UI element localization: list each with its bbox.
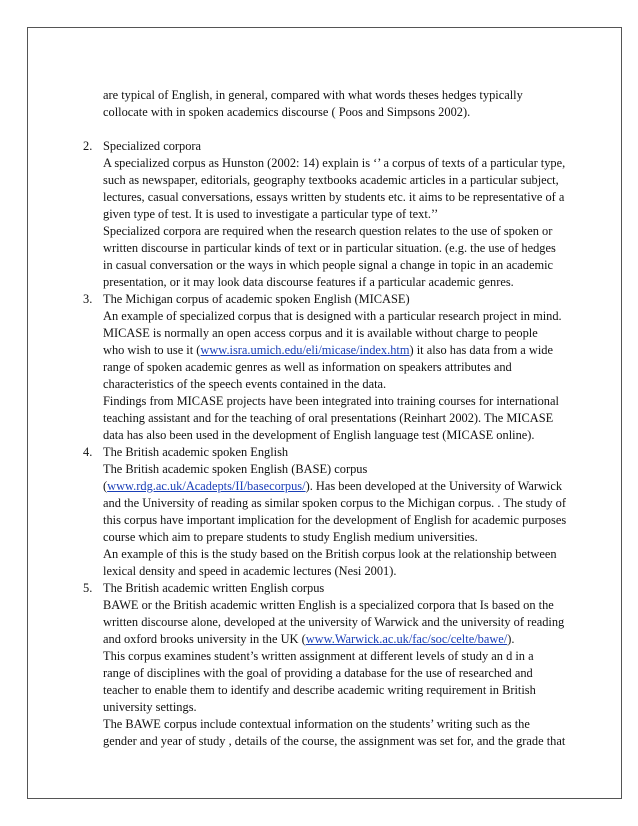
body-line [103, 223, 623, 240]
text-span: course which aim to prepare students to study English medium universities. [103, 530, 478, 544]
text-span: given type of test. It is used to investigate a particular type of text.’’ [103, 207, 439, 221]
list-item-title: The Michigan corpus of academic spoken English (MICASE) [103, 292, 410, 306]
body-line [103, 597, 623, 614]
body-line [103, 274, 623, 291]
body-line [103, 665, 623, 682]
body-line [103, 614, 623, 631]
numbered-list [83, 138, 623, 750]
text-span: lectures, casual conversations, essays written by students etc. it aims to be representative of a [103, 190, 565, 204]
text-span: BAWE or the British academic written English is a specialized corpora that Is based on the [103, 598, 554, 612]
text-span: and the University of reading as similar spoken corpus to the Michigan corpus. . The study of [103, 496, 566, 510]
list-item-heading [83, 138, 623, 155]
list-item-title: The British academic written English corpus [103, 581, 325, 595]
body-line [103, 563, 623, 580]
body-line [103, 546, 623, 563]
list-item [83, 580, 623, 750]
body-line [103, 461, 623, 478]
list-item-title: The British academic spoken English [103, 445, 289, 459]
text-span: who wish to use it ( [103, 343, 201, 357]
text-span: lexical density and speed in academic lectures (Nesi 2001). [103, 564, 397, 578]
list-item-heading [83, 444, 623, 461]
body-line [103, 376, 623, 393]
document-page [27, 27, 622, 799]
text-span: An example of specialized corpus that is designed with a particular research project in mind. [103, 309, 562, 323]
text-span: data has also been used in the development of English language test (MICASE online). [103, 428, 535, 442]
list-item-number: 3. [83, 292, 93, 306]
body-line [103, 631, 623, 648]
text-span: MICASE is normally an open access corpus and it is available without charge to people [103, 326, 538, 340]
text-span: written discourse in particular kinds of text or in particular situation. (e.g. the use of hedges [103, 241, 556, 255]
text-span: presentation, or it may look data discourse features if a particular academic genres. [103, 275, 514, 289]
body-line [103, 716, 623, 733]
body-line [103, 699, 623, 716]
body-line [103, 410, 623, 427]
body-line [103, 733, 623, 750]
text-span: range of disciplines with the goal of providing a database for the use of researched and [103, 666, 533, 680]
list-item [83, 291, 623, 444]
body-line [103, 189, 623, 206]
text-span: An example of this is the study based on the British corpus look at the relationship between [103, 547, 557, 561]
body-line [103, 359, 623, 376]
body-line [103, 325, 623, 342]
text-span: gender and year of study , details of the course, the assignment was set for, and the grade that [103, 734, 566, 748]
list-item-heading [83, 580, 623, 597]
hyperlink[interactable]: www.rdg.ac.uk/Acadepts/II/basecorpus/ [107, 479, 306, 493]
text-span: this corpus have important implication for the development of English for academic purposes [103, 513, 567, 527]
list-item-number: 2. [83, 139, 93, 153]
text-span: range of spoken academic genres as well as information on speakers attributes and [103, 360, 512, 374]
body-line [103, 529, 623, 546]
text-span: teacher to enable them to identify and describe academic writing requirement in British [103, 683, 536, 697]
body-line [103, 172, 623, 189]
body-line [103, 427, 623, 444]
list-item [83, 138, 623, 291]
body-line [103, 512, 623, 529]
body-line [103, 478, 623, 495]
body-line [103, 308, 623, 325]
text-span: written discourse alone, developed at the university of Warwick and the university of reading [103, 615, 565, 629]
body-line [103, 257, 623, 274]
text-span: ( [103, 479, 108, 493]
paragraph-gap [103, 121, 623, 138]
list-item [83, 444, 623, 580]
text-span: ). Has been developed at the University of Warwick [305, 479, 563, 493]
text-span: ). [507, 632, 515, 646]
body-line [103, 648, 623, 665]
text-span: in casual conversation or the ways in which people signal a change in topic in an academic [103, 258, 554, 272]
body-line [103, 240, 623, 257]
body-line [103, 342, 623, 359]
hyperlink[interactable]: www.Warwick.ac.uk/fac/soc/celte/bawe/ [305, 632, 508, 646]
text-span: characteristics of the speech events contained in the data. [103, 377, 387, 391]
text-span: The British academic spoken English (BASE) corpus [103, 462, 368, 476]
list-item-number: 4. [83, 445, 93, 459]
intro-line-1: are typical of English, in general, compared with what words theses hedges typically [103, 88, 523, 102]
text-span: teaching assistant and for the teaching of oral presentations (Reinhart 2002). The MICASE [103, 411, 554, 425]
text-span: A specialized corpus as Hunston (2002: 14) explain is ‘’ a corpus of texts of a particular type, [103, 156, 566, 170]
list-item-title: Specialized corpora [103, 139, 202, 153]
text-span: university settings. [103, 700, 197, 714]
body-line [103, 155, 623, 172]
body-line [103, 206, 623, 223]
document-body [83, 87, 623, 750]
text-span: and oxford brooks university in the UK ( [103, 632, 306, 646]
list-item-number: 5. [83, 581, 93, 595]
text-span: This corpus examines student’s written assignment at different levels of study an d in a [103, 649, 534, 663]
hyperlink[interactable]: www.isra.umich.edu/eli/micase/index.htm [200, 343, 410, 357]
list-item-heading [83, 291, 623, 308]
intro-line-2: collocate with in spoken academics discourse ( Poos and Simpsons 2002). [103, 105, 471, 119]
text-span: ) it also has data from a wide [409, 343, 553, 357]
body-line [103, 495, 623, 512]
text-span: such as newspaper, editorials, geography textbooks academic articles in a particular subject, [103, 173, 559, 187]
body-line [103, 393, 623, 410]
text-span: The BAWE corpus include contextual information on the students’ writing such as the [103, 717, 530, 731]
text-span: Specialized corpora are required when the research question relates to the use of spoken or [103, 224, 553, 238]
text-span: Findings from MICASE projects have been integrated into training courses for international [103, 394, 559, 408]
body-line [103, 682, 623, 699]
